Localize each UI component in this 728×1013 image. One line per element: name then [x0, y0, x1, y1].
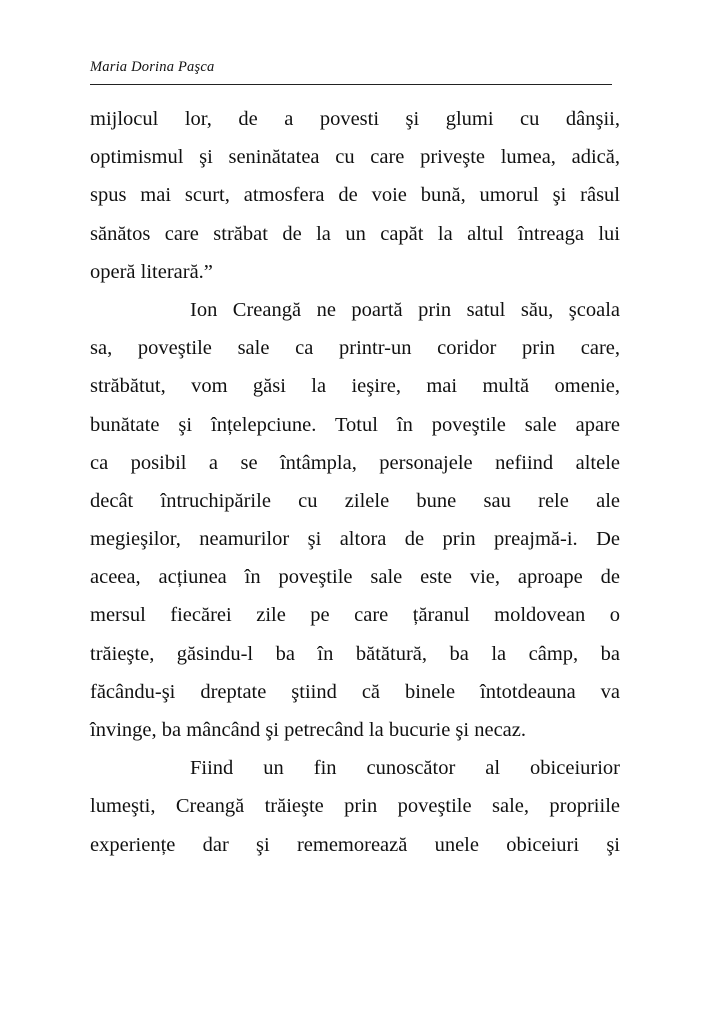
text-line: lumeşti, Creangă trăieşte prin poveştile sale, propriile	[90, 795, 620, 818]
text-line: experiențe dar şi rememorează unele obiceiuri şi	[90, 833, 620, 856]
text-line: Fiind un fin cunoscător al obiceiurior	[190, 757, 620, 780]
text-line: bunătate şi înțelepciune. Totul în poveştile sale apare	[90, 413, 620, 436]
text-line: învinge, ba mâncând şi petrecând la bucurie şi necaz.	[90, 719, 527, 741]
text-line: sa, poveştile sale ca printr-un coridor prin care,	[90, 337, 620, 360]
running-header-author: Maria Dorina Paşca	[90, 59, 215, 75]
text-line: trăieşte, găsindu-l ba în bătătură, ba la câmp, ba	[90, 642, 620, 665]
text-line: sănătos care străbat de la un capăt la altul întreaga lui	[90, 222, 620, 245]
text-line: făcându-şi dreptate ştiind că binele întotdeauna va	[90, 680, 620, 703]
text-line: mijlocul lor, de a povesti şi glumi cu dânşii,	[90, 108, 620, 130]
header-rule	[90, 84, 612, 85]
text-line: ca posibil a se întâmpla, personajele nefiind altele	[90, 451, 620, 474]
text-line: megieşilor, neamurilor şi altora de prin preajmă-i. De	[90, 528, 620, 551]
text-line: aceea, acțiunea în poveştile sale este vie, aproape de	[90, 566, 620, 589]
text-line: decât întruchipările cu zilele bune sau rele ale	[90, 489, 620, 512]
text-line: străbătut, vom găsi la ieşire, mai multă omenie,	[90, 375, 620, 398]
text-line: spus mai scurt, atmosfera de voie bună, umorul şi râsul	[90, 184, 620, 207]
text-line: Ion Creangă ne poartă prin satul său, şcoala	[190, 298, 620, 321]
text-line: operă literară.”	[90, 260, 213, 283]
body-text	[90, 100, 620, 864]
text-line: optimismul şi seninătatea cu care priveşte lumea, adică,	[90, 146, 620, 169]
text-line: mersul fiecărei zile pe care țăranul moldovean o	[90, 604, 620, 627]
